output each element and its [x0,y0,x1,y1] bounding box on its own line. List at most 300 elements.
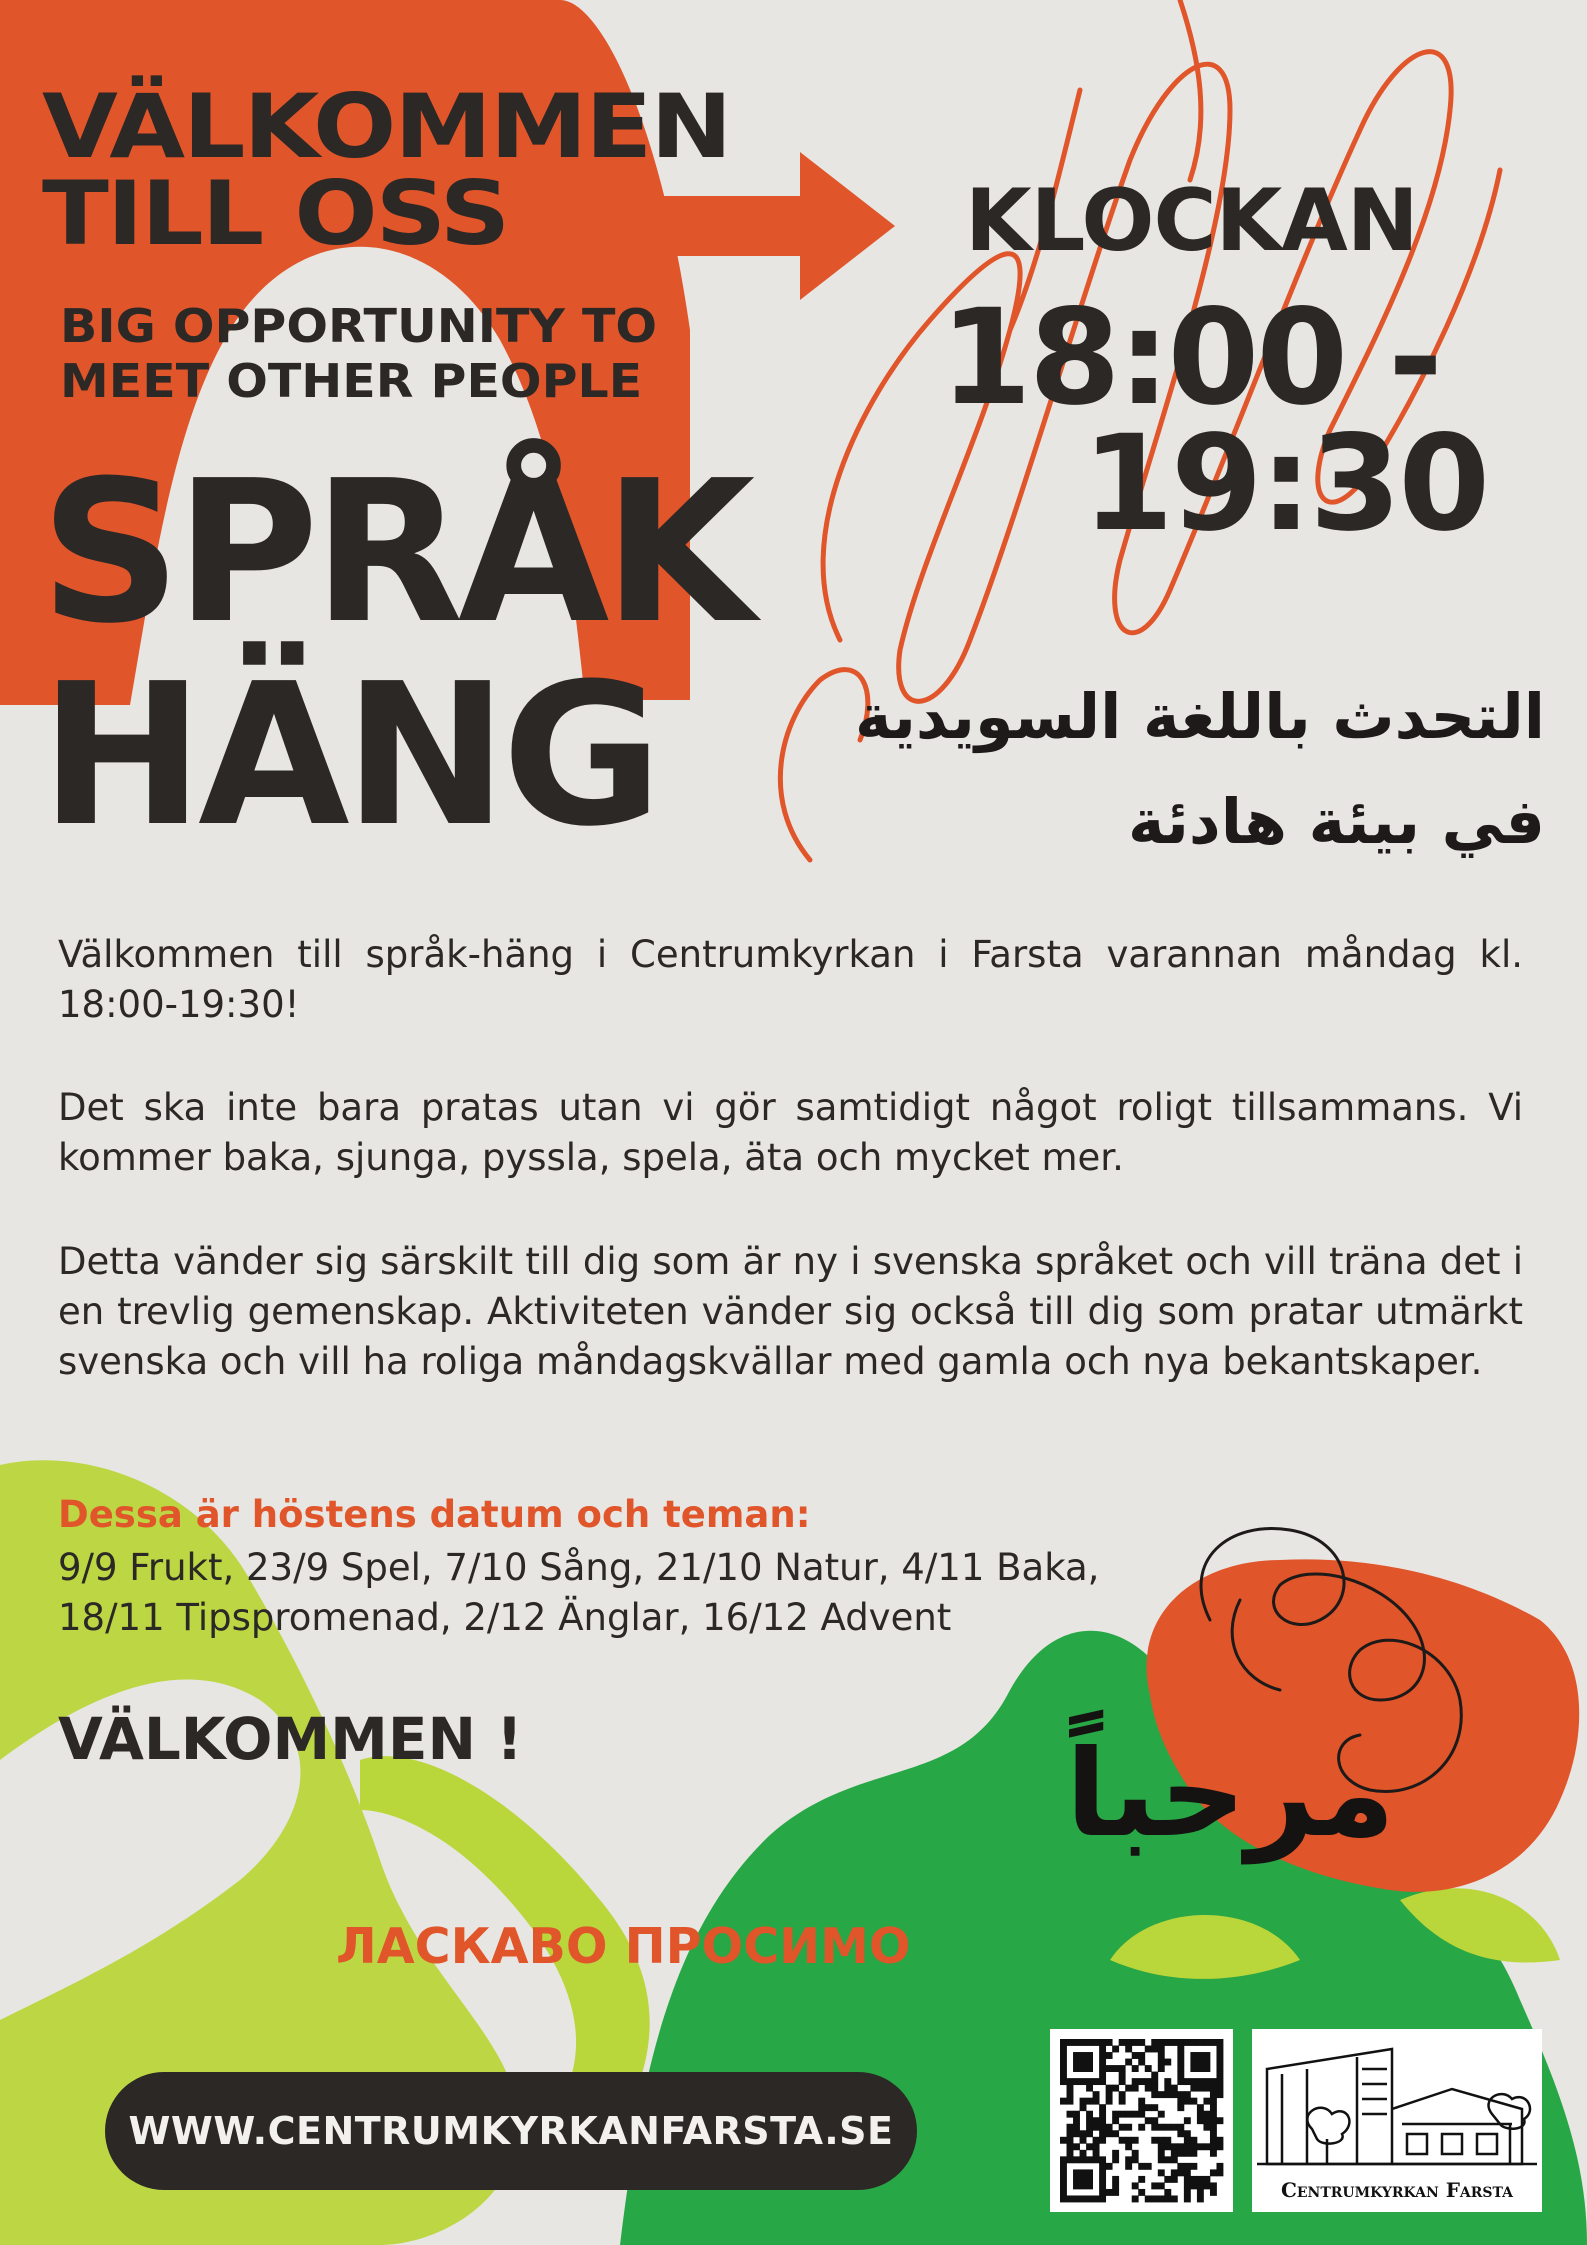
qr-module [1099,2072,1106,2079]
qr-module [1158,2046,1165,2053]
qr-module [1112,2156,1119,2163]
qr-module [1060,2039,1067,2046]
qr-module [1080,2176,1087,2183]
qr-module [1197,2117,1204,2124]
qr-module [1158,2137,1165,2144]
qr-module [1184,2182,1191,2189]
qr-module [1060,2052,1067,2059]
qr-module [1099,2039,1106,2046]
qr-module [1073,2182,1080,2189]
qr-module [1138,2176,1145,2183]
qr-module [1184,2078,1191,2085]
closing-welcome: VÄLKOMMEN ! [58,1705,523,1773]
qr-module [1073,2195,1080,2202]
qr-module [1151,2104,1158,2111]
qr-module [1119,2111,1126,2118]
qr-module [1171,2195,1178,2202]
qr-module [1164,2137,1171,2144]
qr-module [1177,2039,1184,2046]
qr-module [1106,2124,1113,2131]
qr-module [1093,2078,1100,2085]
qr-module [1099,2065,1106,2072]
qr-module [1073,2059,1080,2066]
qr-module [1073,2130,1080,2137]
qr-module [1197,2052,1204,2059]
qr-module [1164,2078,1171,2085]
qr-module [1138,2163,1145,2170]
qr-module [1158,2039,1165,2046]
arabic-line2: في بيئة هادئة [1128,785,1545,858]
qr-module [1151,2137,1158,2144]
qr-module [1216,2137,1223,2144]
qr-module [1151,2195,1158,2202]
qr-module [1080,2059,1087,2066]
qr-module [1158,2124,1165,2131]
subtitle-line2: MEET OTHER PEOPLE [60,354,643,409]
qr-module [1080,2137,1087,2144]
qr-module [1197,2104,1204,2111]
qr-module [1099,2182,1106,2189]
qr-code-icon[interactable] [1050,2029,1233,2212]
qr-module [1210,2117,1217,2124]
qr-module [1158,2182,1165,2189]
qr-module [1145,2163,1152,2170]
qr-module [1112,2189,1119,2196]
title-line2: HÄNG [40,642,657,870]
qr-module [1060,2098,1067,2105]
qr-module [1112,2085,1119,2092]
qr-module [1119,2137,1126,2144]
qr-module [1112,2111,1119,2118]
qr-module [1086,2111,1093,2118]
qr-module [1125,2156,1132,2163]
qr-module [1106,2163,1113,2170]
qr-module [1197,2059,1204,2066]
qr-module [1106,2052,1113,2059]
qr-module [1132,2182,1139,2189]
qr-module [1093,2156,1100,2163]
qr-module [1216,2039,1223,2046]
qr-module [1216,2065,1223,2072]
qr-module [1112,2150,1119,2157]
qr-module [1093,2098,1100,2105]
qr-module [1190,2065,1197,2072]
qr-module [1112,2182,1119,2189]
qr-module [1177,2163,1184,2170]
dates-line1: 9/9 Frukt, 23/9 Spel, 7/10 Sång, 21/10 Natur, 4/11 Baka, [58,1546,1100,1589]
qr-module [1171,2085,1178,2092]
qr-module [1184,2137,1191,2144]
qr-module [1203,2111,1210,2118]
qr-module [1203,2078,1210,2085]
qr-module [1145,2104,1152,2111]
qr-module [1073,2052,1080,2059]
qr-module [1132,2137,1139,2144]
qr-module [1216,2046,1223,2053]
qr-module [1086,2117,1093,2124]
qr-module [1119,2072,1126,2079]
qr-module [1067,2195,1074,2202]
qr-module [1067,2039,1074,2046]
qr-module [1216,2169,1223,2176]
qr-module [1086,2143,1093,2150]
welcome-heading-line2: TILL OSS [42,162,509,266]
qr-module [1171,2176,1178,2183]
qr-module [1184,2039,1191,2046]
qr-module [1086,2130,1093,2137]
qr-module [1210,2078,1217,2085]
dates-heading: Dessa är höstens datum och teman: [58,1493,811,1536]
qr-module [1164,2085,1171,2092]
qr-module [1086,2059,1093,2066]
qr-module [1067,2143,1074,2150]
qr-module [1073,2124,1080,2131]
qr-module [1132,2085,1139,2092]
qr-module [1119,2065,1126,2072]
qr-module [1210,2124,1217,2131]
qr-module [1093,2039,1100,2046]
qr-module [1190,2143,1197,2150]
qr-module [1190,2052,1197,2059]
qr-module [1080,2195,1087,2202]
qr-module [1132,2111,1139,2118]
qr-module [1164,2143,1171,2150]
qr-module [1067,2150,1074,2157]
qr-module [1067,2124,1074,2131]
qr-module [1112,2046,1119,2053]
dates-line2: 18/11 Tipspromenad, 2/12 Änglar, 16/12 Advent [58,1596,952,1639]
qr-module [1184,2163,1191,2170]
qr-module [1060,2059,1067,2066]
qr-module [1106,2098,1113,2105]
qr-module [1125,2163,1132,2170]
qr-module [1099,2189,1106,2196]
qr-module [1099,2195,1106,2202]
qr-module [1080,2130,1087,2137]
qr-module [1099,2104,1106,2111]
qr-module [1067,2078,1074,2085]
qr-module [1067,2098,1074,2105]
qr-module [1197,2182,1204,2189]
qr-module [1099,2046,1106,2053]
qr-module [1106,2130,1113,2137]
arabic-greeting: مرحباً [1065,1725,1395,1864]
qr-module [1151,2182,1158,2189]
qr-module [1210,2039,1217,2046]
qr-module [1099,2124,1106,2131]
qr-module [1184,2169,1191,2176]
qr-module [1132,2039,1139,2046]
qr-module [1138,2052,1145,2059]
qr-module [1203,2124,1210,2131]
qr-module [1203,2039,1210,2046]
qr-module [1177,2169,1184,2176]
qr-module [1099,2059,1106,2066]
qr-module [1216,2059,1223,2066]
qr-module [1073,2065,1080,2072]
qr-module [1138,2189,1145,2196]
qr-module [1164,2059,1171,2066]
qr-module [1125,2111,1132,2118]
qr-module [1099,2176,1106,2183]
qr-module [1080,2039,1087,2046]
qr-module [1138,2059,1145,2066]
qr-module [1184,2189,1191,2196]
qr-module [1151,2078,1158,2085]
qr-module [1138,2078,1145,2085]
qr-module [1177,2150,1184,2157]
qr-module [1080,2065,1087,2072]
qr-module [1210,2130,1217,2137]
qr-module [1171,2150,1178,2157]
qr-module [1067,2111,1074,2118]
website-link[interactable]: WWW.CENTRUMKYRKANFARSTA.SE [105,2072,917,2190]
qr-module [1086,2182,1093,2189]
qr-module [1203,2117,1210,2124]
qr-module [1060,2078,1067,2085]
qr-module [1203,2143,1210,2150]
qr-module [1164,2091,1171,2098]
qr-module [1125,2059,1132,2066]
qr-module [1216,2078,1223,2085]
qr-module [1171,2143,1178,2150]
qr-module [1184,2143,1191,2150]
qr-module [1197,2111,1204,2118]
qr-module [1210,2137,1217,2144]
qr-module [1099,2117,1106,2124]
qr-module [1158,2150,1165,2157]
qr-module [1164,2195,1171,2202]
qr-module [1210,2091,1217,2098]
welcome-heading-line1: VÄLKOMMEN [42,75,731,179]
qr-module [1216,2143,1223,2150]
qr-module [1151,2039,1158,2046]
qr-module [1158,2156,1165,2163]
qr-module [1158,2091,1165,2098]
qr-module [1106,2039,1113,2046]
qr-module [1203,2052,1210,2059]
qr-module [1073,2117,1080,2124]
qr-module [1210,2189,1217,2196]
qr-module [1067,2156,1074,2163]
qr-module [1060,2169,1067,2176]
qr-module [1203,2065,1210,2072]
church-building-icon [1252,2029,1542,2179]
body-paragraph-3: Detta vänder sig särskilt till dig som är ny i svenska språket och vill träna det i en trevlig gemenskap. Aktiviteten vänder sig också till dig som pratar utmärkt svenska och vill ha roliga måndagskvällar med gamla och nya bekantskaper. [58,1240,1523,1383]
qr-module [1151,2046,1158,2053]
body-paragraph-1: Välkommen till språk-häng i Centrumkyrkan i Farsta varannan måndag kl. 18:00-19:30! [58,933,1523,1026]
qr-module [1112,2065,1119,2072]
qr-module [1145,2117,1152,2124]
qr-module [1125,2085,1132,2092]
qr-module [1125,2137,1132,2144]
qr-module [1132,2052,1139,2059]
qr-module [1067,2085,1074,2092]
qr-module [1164,2156,1171,2163]
qr-module [1158,2052,1165,2059]
qr-module [1171,2091,1178,2098]
qr-module [1086,2085,1093,2092]
qr-module [1086,2195,1093,2202]
qr-module [1093,2124,1100,2131]
qr-module [1197,2189,1204,2196]
qr-module [1125,2046,1132,2053]
qr-module [1190,2039,1197,2046]
qr-module [1158,2065,1165,2072]
qr-module [1060,2189,1067,2196]
qr-module [1203,2098,1210,2105]
qr-module [1112,2176,1119,2183]
qr-module [1119,2091,1126,2098]
qr-module [1184,2117,1191,2124]
qr-module [1158,2143,1165,2150]
qr-code-graphic [1050,2029,1233,2212]
qr-module [1197,2143,1204,2150]
qr-module [1177,2130,1184,2137]
qr-module [1138,2039,1145,2046]
qr-module [1216,2091,1223,2098]
qr-module [1112,2117,1119,2124]
qr-module [1190,2176,1197,2183]
qr-module [1203,2085,1210,2092]
qr-module [1184,2195,1191,2202]
qr-module [1119,2124,1126,2131]
qr-module [1086,2098,1093,2105]
qr-module [1080,2078,1087,2085]
qr-module [1080,2098,1087,2105]
qr-module [1177,2098,1184,2105]
qr-module [1197,2078,1204,2085]
qr-module [1171,2039,1178,2046]
qr-module [1151,2085,1158,2092]
qr-module [1177,2059,1184,2066]
arabic-line1: التحدث باللغة السويدية [854,680,1545,753]
qr-module [1106,2065,1113,2072]
qr-module [1060,2156,1067,2163]
qr-module [1125,2124,1132,2131]
qr-module [1060,2195,1067,2202]
qr-module [1171,2124,1178,2131]
qr-module [1073,2176,1080,2183]
qr-module [1177,2046,1184,2053]
qr-module [1197,2065,1204,2072]
qr-module [1190,2137,1197,2144]
qr-module [1099,2130,1106,2137]
qr-module [1073,2169,1080,2176]
qr-module [1086,2039,1093,2046]
qr-module [1190,2085,1197,2092]
qr-module [1197,2039,1204,2046]
qr-module [1073,2156,1080,2163]
qr-module [1080,2182,1087,2189]
qr-module [1138,2098,1145,2105]
qr-module [1145,2085,1152,2092]
qr-module [1106,2085,1113,2092]
qr-module [1145,2195,1152,2202]
qr-module [1093,2091,1100,2098]
qr-module [1177,2143,1184,2150]
qr-module [1086,2078,1093,2085]
qr-module [1145,2046,1152,2053]
qr-module [1119,2078,1126,2085]
qr-module [1099,2078,1106,2085]
qr-module [1216,2085,1223,2092]
qr-module [1067,2091,1074,2098]
logo-caption: Centrumkyrkan Farsta [1280,2178,1514,2202]
subtitle-line1: BIG OPPORTUNITY TO [60,299,658,354]
qr-module [1184,2176,1191,2183]
body-paragraph-2: Det ska inte bara pratas utan vi gör samtidigt något roligt tillsammans. Vi kommer baka, sjunga, pyssla, spela, äta och mycket mer. [58,1086,1523,1179]
qr-module [1067,2137,1074,2144]
qr-module [1138,2124,1145,2131]
qr-module [1210,2150,1217,2157]
time-label: KLOCKAN [965,171,1418,271]
qr-module [1177,2078,1184,2085]
qr-module [1106,2189,1113,2196]
qr-module [1099,2169,1106,2176]
qr-module [1099,2137,1106,2144]
qr-module [1164,2124,1171,2131]
qr-module [1073,2039,1080,2046]
time-start: 18:00 - [940,281,1440,435]
qr-module [1151,2072,1158,2079]
qr-module [1093,2137,1100,2144]
qr-module [1158,2195,1165,2202]
qr-module [1086,2052,1093,2059]
qr-module [1132,2156,1139,2163]
qr-module [1190,2059,1197,2066]
qr-module [1197,2176,1204,2183]
qr-module [1190,2150,1197,2157]
qr-module [1171,2169,1178,2176]
qr-module [1216,2072,1223,2079]
qr-module [1080,2104,1087,2111]
qr-module [1060,2176,1067,2183]
qr-module [1060,2065,1067,2072]
qr-module [1177,2091,1184,2098]
qr-module [1138,2111,1145,2118]
ukrainian-welcome: ЛАСКАВО ПРОСИМО [336,1918,911,1975]
qr-module [1190,2098,1197,2105]
qr-module [1151,2124,1158,2131]
qr-module [1151,2091,1158,2098]
qr-module [1093,2143,1100,2150]
qr-module [1210,2085,1217,2092]
qr-module [1099,2156,1106,2163]
qr-module [1197,2195,1204,2202]
qr-module [1210,2098,1217,2105]
qr-module [1210,2169,1217,2176]
qr-module [1086,2169,1093,2176]
qr-module [1099,2052,1106,2059]
qr-module [1177,2065,1184,2072]
qr-module [1210,2143,1217,2150]
title-line1: SPRÅK [40,439,750,667]
qr-module [1145,2078,1152,2085]
qr-module [1158,2111,1165,2118]
qr-module [1125,2039,1132,2046]
qr-module [1197,2085,1204,2092]
qr-module [1093,2117,1100,2124]
qr-module [1093,2150,1100,2157]
qr-module [1164,2039,1171,2046]
qr-module [1210,2104,1217,2111]
qr-module [1216,2052,1223,2059]
qr-module [1190,2078,1197,2085]
qr-module [1060,2137,1067,2144]
qr-module [1060,2072,1067,2079]
qr-module [1203,2182,1210,2189]
